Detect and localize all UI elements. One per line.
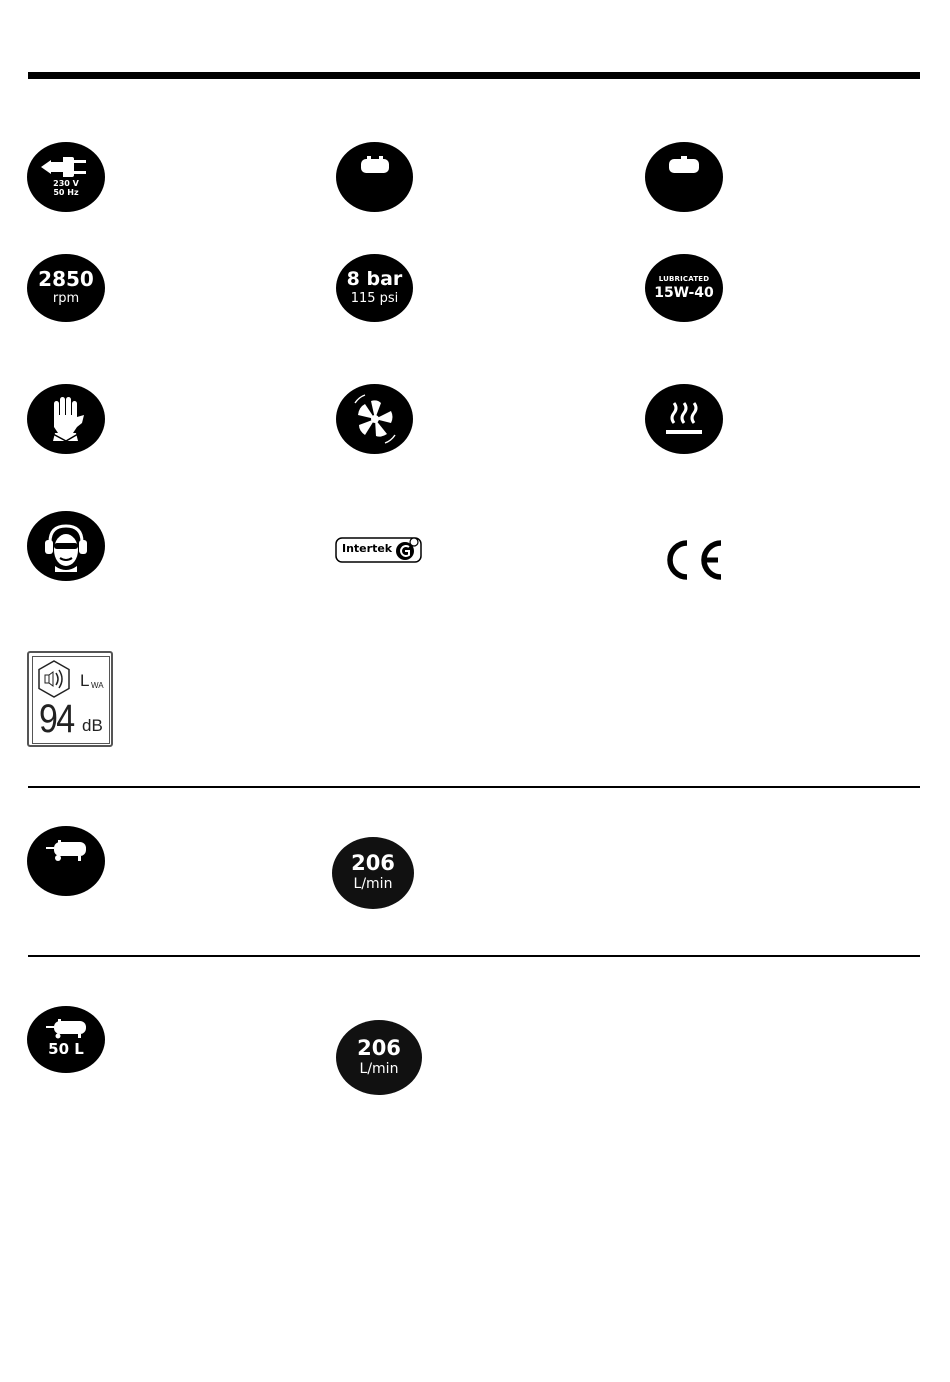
tank-badge-2 <box>27 1006 105 1073</box>
tank-volume: 50 L <box>48 1039 84 1058</box>
top-rule <box>28 72 920 79</box>
ear-eye-protection-badge <box>27 511 105 581</box>
oil-grade: 15W-40 <box>654 285 714 302</box>
lwa-subscript: WA <box>91 681 104 690</box>
pressure-bar: 8 bar <box>346 267 403 290</box>
pressure-badge <box>336 254 413 322</box>
compressor-icon-a <box>336 142 413 212</box>
section-divider-2 <box>28 955 920 957</box>
flow-badge-2 <box>336 1020 422 1095</box>
ce-mark-icon <box>659 535 725 585</box>
power-supply-icon <box>27 142 105 212</box>
ce-mark <box>659 535 725 585</box>
voltage-label: 230 V <box>53 179 79 189</box>
section-divider-1 <box>28 786 920 788</box>
noise-unit: dB <box>82 716 103 735</box>
noise-value: 94 <box>39 697 74 741</box>
oil-label: LUBRICATED <box>658 274 710 283</box>
fan-badge <box>336 384 413 454</box>
gloves-badge <box>27 384 105 454</box>
ear-eye-protection-icon <box>41 520 91 572</box>
compressor-icon <box>666 156 702 176</box>
tank-icon <box>44 840 88 862</box>
rpm-unit: rpm <box>52 291 80 307</box>
sound-power-label <box>27 651 113 747</box>
flow-value-2: 206 <box>357 1035 401 1060</box>
rpm-value: 2850 <box>38 267 94 292</box>
safety-gloves-icon <box>46 395 86 443</box>
compressor-icon-b <box>645 142 723 212</box>
flow-badge-1 <box>332 837 414 909</box>
intertek-text: Intertek <box>342 542 393 555</box>
hot-surface-icon <box>664 399 704 439</box>
rpm-badge <box>27 254 105 322</box>
lwa-label: L <box>80 671 90 690</box>
intertek-gs-mark <box>335 537 422 563</box>
pressure-psi: 115 psi <box>350 290 399 306</box>
frequency-label: 50 Hz <box>53 188 79 197</box>
flow-unit-2: L/min <box>359 1060 399 1077</box>
plug-icon <box>39 154 93 180</box>
speaker-icon <box>37 660 71 698</box>
tank-badge-1 <box>27 826 105 896</box>
hot-surface-badge <box>645 384 723 454</box>
flow-value-1: 206 <box>351 851 395 876</box>
flow-unit-1: L/min <box>353 876 393 893</box>
oil-badge <box>645 254 723 322</box>
compressor-icon <box>358 156 392 176</box>
rotating-fan-icon <box>343 389 407 449</box>
tank-icon <box>44 1019 88 1039</box>
